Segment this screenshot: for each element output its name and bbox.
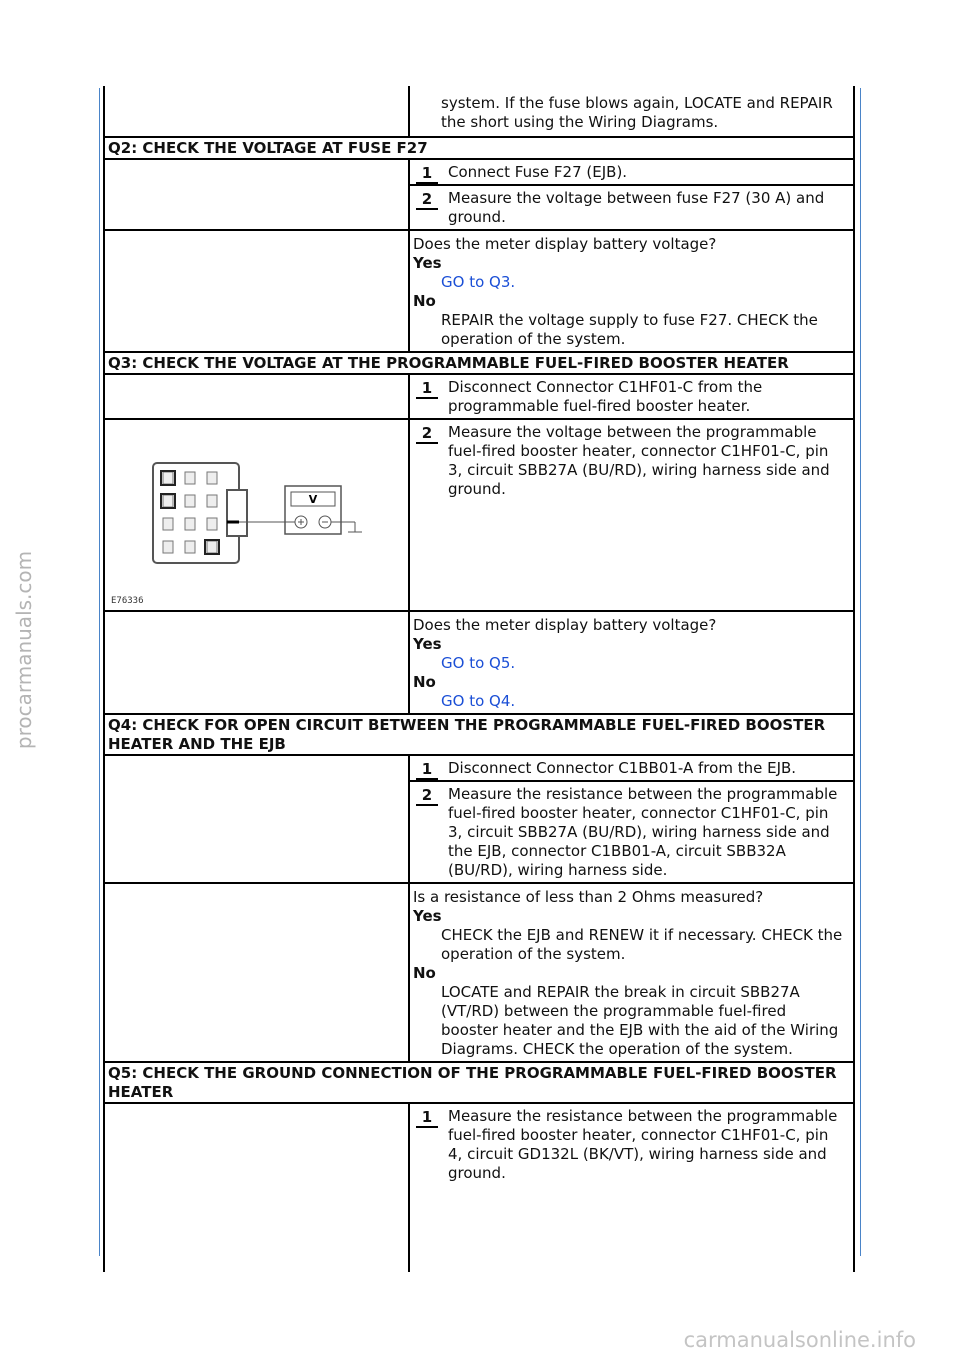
no-label: No [413,673,436,691]
continuation-row [103,86,855,136]
bottom-watermark: carmanualsonline.info [683,1328,916,1352]
q2-answer [410,231,853,351]
go-to-q3-link[interactable]: GO to Q3. [441,273,516,291]
connector-voltage-diagram [105,420,408,610]
step-number: 2 [416,190,438,210]
go-to-q4-link[interactable]: GO to Q4. [441,692,516,710]
question-text: Is a resistance of less than 2 Ohms measured? [413,888,764,906]
step-number: 2 [416,786,438,806]
step-number: 1 [416,164,438,184]
yes-label: Yes [413,635,442,653]
q4-heading: Q4: CHECK FOR OPEN CIRCUIT BETWEEN THE PROGRAMMABLE FUEL-FIRED BOOSTER HEATER AND THE EJB [103,713,855,754]
side-watermark: procarmanuals.com [12,550,36,750]
q3-step-1 [410,375,853,418]
question-text: Does the meter display battery voltage? [413,616,717,634]
q4-answer [410,884,853,1061]
step-text: Measure the voltage between fuse F27 (30 A) and ground. [448,189,825,226]
q2-step-1 [410,160,853,186]
q3-answer [410,612,853,713]
yes-label: Yes [413,907,442,925]
figure-code: E76336 [111,596,144,606]
no-action-text: REPAIR the voltage supply to fuse F27. CHECK the operation of the system. [441,311,818,348]
q3-step-2 [410,420,853,501]
q2-steps-row [103,158,855,229]
right-margin-rule [860,88,861,1256]
q4-step-1 [410,756,853,782]
step-text: Measure the voltage between the programmable fuel-fired booster heater, connector C1HF01-C, pin 3, circuit SBB27A (BU/RD), wiring harness side and ground. [448,423,830,498]
connector-figure [105,420,410,610]
step-text: Measure the resistance between the programmable fuel-fired booster heater, connector C1HF01-C, pin 3, circuit SBB27A (BU/RD), wiring harness side and the EJB, connector C1BB01-A, circuit SBB32A (BU/RD), wiring harness side. [448,785,838,879]
go-to-q5-link[interactable]: GO to Q5. [441,654,516,672]
q3-step1-row [103,373,855,418]
q3-heading: Q3: CHECK THE VOLTAGE AT THE PROGRAMMABLE FUEL-FIRED BOOSTER HEATER [103,351,855,373]
q4-steps-row [103,754,855,882]
meter-label: V [308,493,318,506]
diagnostic-table [103,86,855,1272]
left-margin-rule [99,88,100,1256]
step-text: Disconnect Connector C1HF01-C from the programmable fuel-fired booster heater. [448,378,763,415]
q5-steps-row [103,1102,855,1272]
step-number: 1 [416,1108,438,1128]
step-text: Disconnect Connector C1BB01-A from the EJB. [448,759,797,777]
q4-step-2 [410,782,853,882]
yes-action-text: CHECK the EJB and RENEW it if necessary. CHECK the operation of the system. [441,926,843,963]
step-number: 1 [416,760,438,780]
no-action-text: LOCATE and REPAIR the break in circuit SBB27A (VT/RD) between the programmable fuel-fired booster heater and the EJB with the aid of the Wiring Diagrams. CHECK the operation of the system. [441,983,839,1058]
q5-step-1 [410,1104,853,1185]
no-label: No [413,964,436,982]
question-text: Does the meter display battery voltage? [413,235,717,253]
q3-answer-row [103,610,855,713]
q2-heading: Q2: CHECK THE VOLTAGE AT FUSE F27 [103,136,855,158]
yes-label: Yes [413,254,442,272]
no-label: No [413,292,436,310]
q2-answer-row [103,229,855,351]
q2-step-2 [410,186,853,229]
q5-heading: Q5: CHECK THE GROUND CONNECTION OF THE PROGRAMMABLE FUEL-FIRED BOOSTER HEATER [103,1061,855,1102]
step-number: 2 [416,424,438,444]
continuation-text: system. If the fuse blows again, LOCATE and REPAIR the short using the Wiring Diagrams. [441,94,833,131]
step-text: Connect Fuse F27 (EJB). [448,163,628,181]
q3-figure-row [103,418,855,610]
step-number: 1 [416,379,438,399]
step-text: Measure the resistance between the programmable fuel-fired booster heater, connector C1HF01-C, pin 4, circuit GD132L (BK/VT), wiring harness side and ground. [448,1107,838,1182]
q4-answer-row [103,882,855,1061]
